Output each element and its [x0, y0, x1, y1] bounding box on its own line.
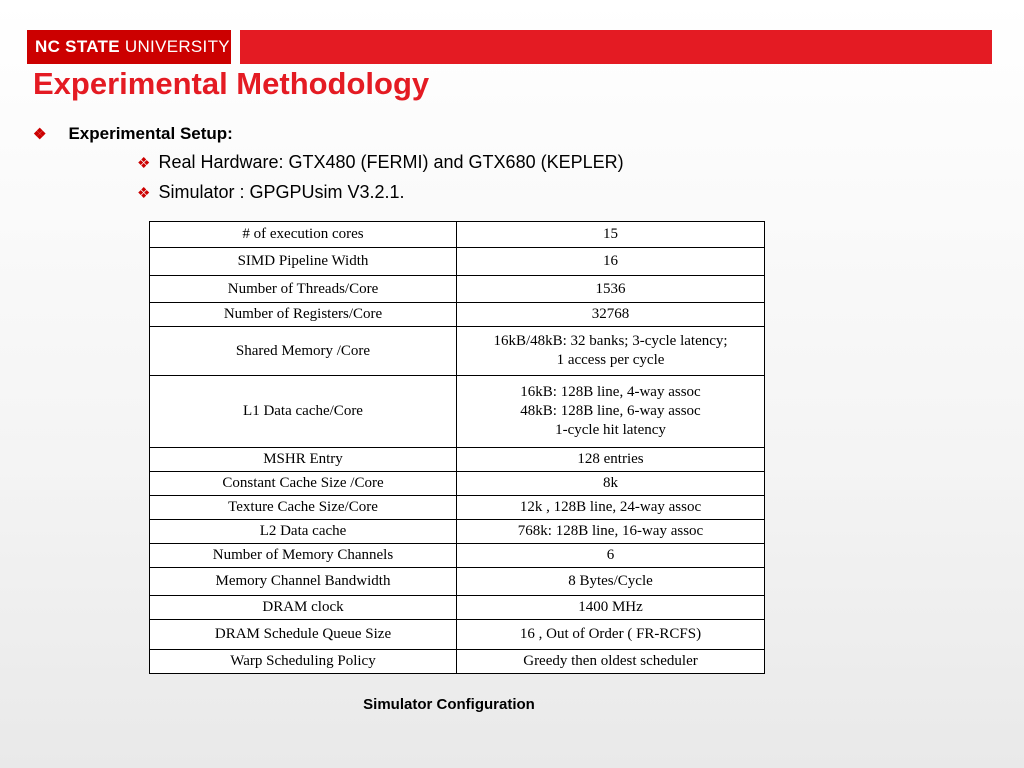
param-cell: Warp Scheduling Policy — [150, 650, 457, 674]
value-line: 8k — [603, 475, 618, 491]
value-cell — [457, 472, 765, 496]
value-cell — [457, 448, 765, 472]
logo-text-bold: NC STATE — [35, 37, 120, 56]
value-cell — [457, 248, 765, 276]
header-red-strip — [240, 30, 992, 64]
value-cell — [457, 596, 765, 620]
table-row — [150, 520, 765, 544]
value-line: 1536 — [595, 280, 626, 297]
value-cell — [457, 222, 765, 248]
param-cell: Texture Cache Size/Core — [150, 496, 457, 520]
param-cell: Number of Threads/Core — [150, 276, 457, 303]
param-cell: L1 Data cache/Core — [150, 376, 457, 448]
param-cell: Shared Memory /Core — [150, 327, 457, 376]
param-cell: Constant Cache Size /Core — [150, 472, 457, 496]
table-row — [150, 496, 765, 520]
table-caption: Simulator Configuration — [363, 696, 535, 713]
table-row — [150, 376, 765, 448]
logo-text-light: UNIVERSITY — [124, 37, 230, 56]
value-line: 8 Bytes/Cycle — [568, 573, 653, 589]
diamond-bullet-icon: ❖ — [137, 154, 151, 172]
value-cell — [457, 620, 765, 650]
bullet-experimental-setup — [33, 124, 233, 144]
value-line: 128 entries — [577, 451, 644, 467]
param-cell: Memory Channel Bandwidth — [150, 568, 457, 596]
diamond-bullet-icon: ❖ — [137, 184, 151, 202]
value-line: 48kB: 128B line, 6-way assoc — [520, 403, 701, 419]
simulator-config-table — [149, 221, 765, 674]
table-row — [150, 276, 765, 303]
table-row — [150, 596, 765, 620]
value-cell — [457, 650, 765, 674]
value-cell — [457, 327, 765, 376]
value-line: 16 — [603, 253, 618, 269]
table-row — [150, 448, 765, 472]
table-row — [150, 544, 765, 568]
value-line: 12k , 128B line, 24-way assoc — [519, 499, 702, 515]
table-row — [150, 222, 765, 248]
table-row — [150, 303, 765, 327]
value-cell — [457, 276, 765, 303]
table-row — [150, 327, 765, 376]
param-cell: Number of Registers/Core — [150, 303, 457, 327]
diamond-bullet-icon: ❖ — [33, 126, 47, 143]
value-cell — [457, 496, 765, 520]
param-cell: MSHR Entry — [150, 448, 457, 472]
value-line: 1 access per cycle — [556, 352, 665, 368]
value-cell — [457, 520, 765, 544]
param-cell: DRAM clock — [150, 596, 457, 620]
bullet-text: Simulator : GPGPUsim V3.2.1. — [158, 182, 405, 202]
value-line: 768k: 128B line, 16-way assoc — [517, 523, 704, 539]
table-row — [150, 248, 765, 276]
value-line: Greedy then oldest scheduler — [523, 653, 698, 669]
header-bar — [27, 30, 992, 64]
nc-state-logo — [27, 30, 231, 64]
param-cell: # of execution cores — [150, 222, 457, 248]
value-cell — [457, 376, 765, 448]
table-row — [150, 620, 765, 650]
table-row — [150, 472, 765, 496]
bullet-text: Real Hardware: GTX480 (FERMI) and GTX680 (KEPLER) — [158, 152, 624, 172]
bullet-text: Experimental Setup: — [68, 124, 233, 143]
value-cell — [457, 568, 765, 596]
value-cell — [457, 303, 765, 327]
value-line: 16kB/48kB: 32 banks; 3-cycle latency; — [493, 333, 728, 349]
bullet-simulator — [137, 182, 405, 203]
param-cell: SIMD Pipeline Width — [150, 248, 457, 276]
value-line: 15 — [603, 226, 618, 242]
value-line: 16kB: 128B line, 4-way assoc — [520, 384, 701, 400]
value-cell — [457, 544, 765, 568]
table-row — [150, 568, 765, 596]
page-title: Experimental Methodology — [33, 66, 430, 101]
param-cell: Number of Memory Channels — [150, 544, 457, 568]
table-row — [150, 650, 765, 674]
value-line: 32768 — [591, 306, 630, 322]
param-cell: L2 Data cache — [150, 520, 457, 544]
value-line: 6 — [606, 547, 615, 563]
bullet-real-hardware — [137, 152, 624, 173]
value-line: 1400 MHz — [578, 599, 643, 615]
value-line: 1-cycle hit latency — [555, 422, 666, 438]
value-line: 16 , Out of Order ( FR-RCFS) — [519, 626, 702, 642]
param-cell: DRAM Schedule Queue Size — [150, 620, 457, 650]
